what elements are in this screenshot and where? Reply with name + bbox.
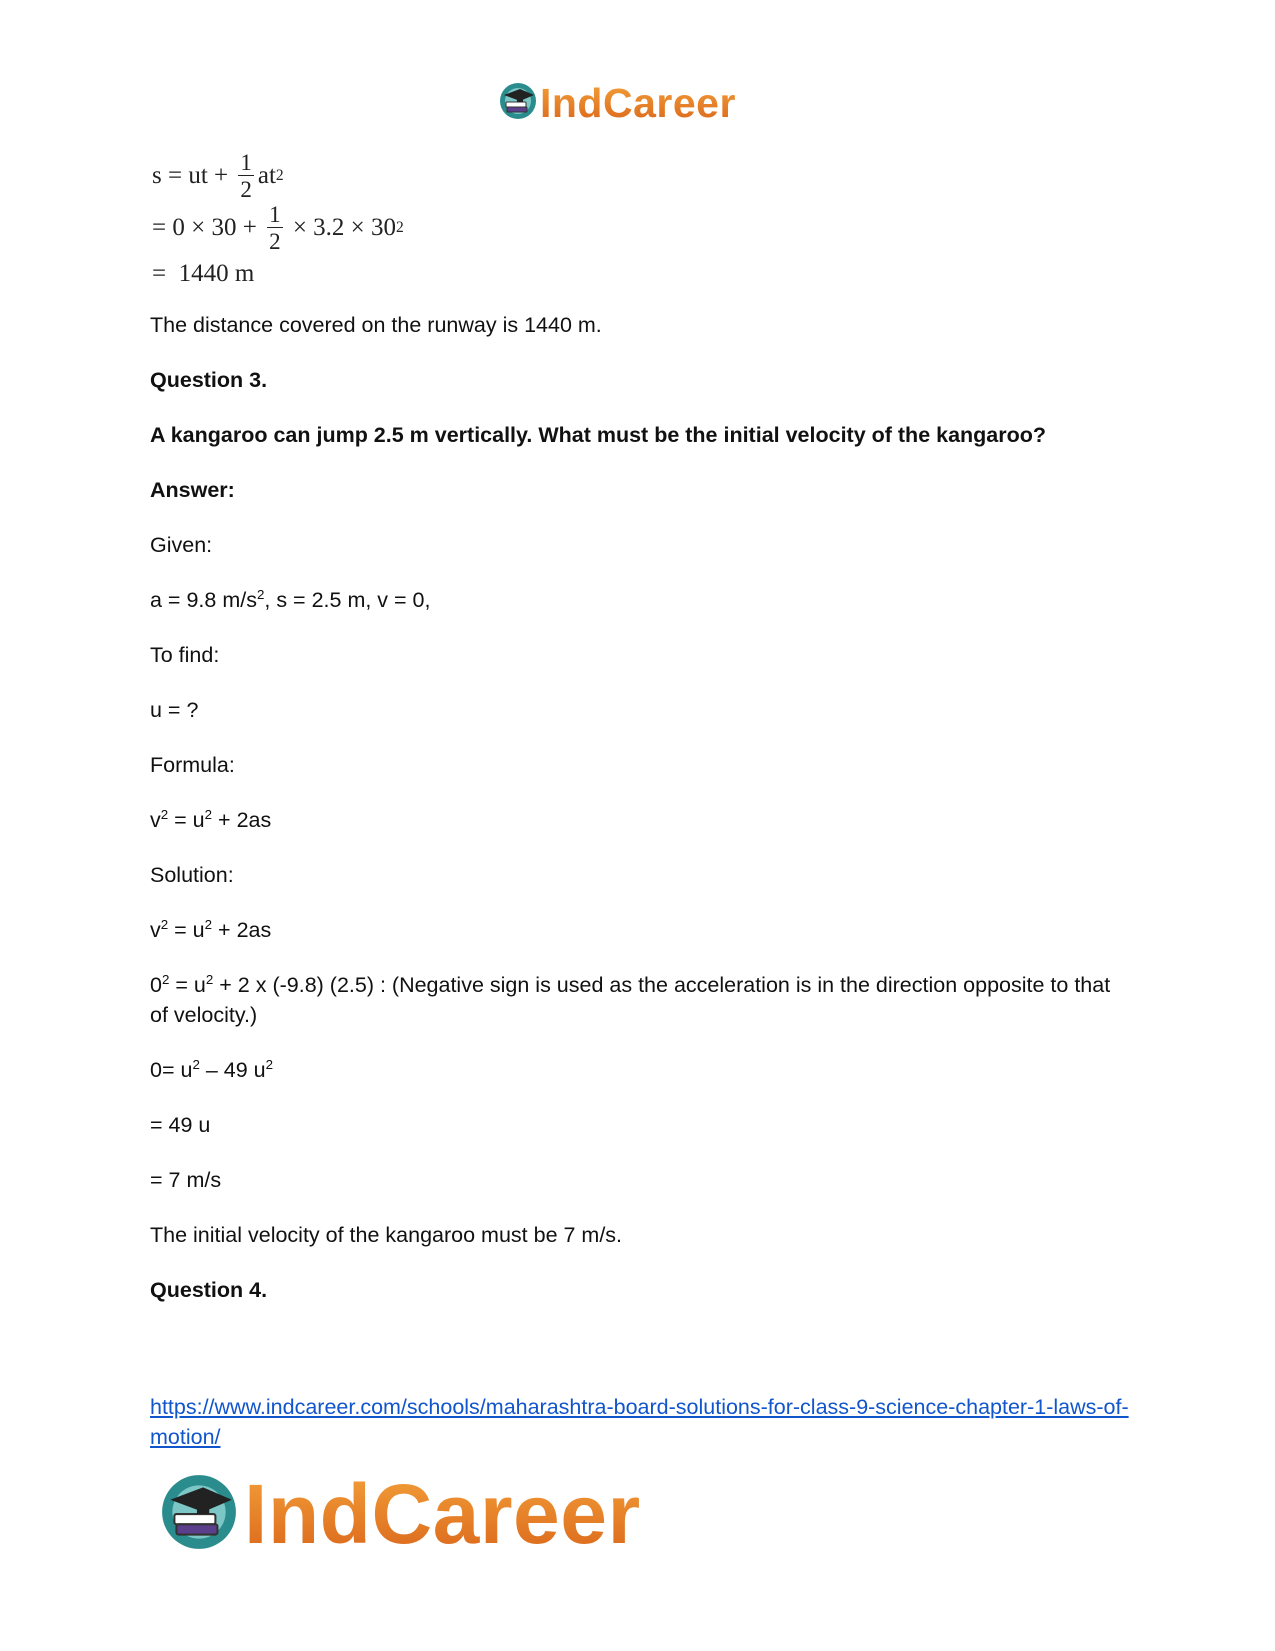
graduation-cap-books-icon [158,1471,240,1558]
formula-equation [150,805,1125,835]
formula-text: 0 [150,973,162,997]
fraction [267,203,283,253]
exponent: 2 [265,1056,274,1072]
formula-text: v [150,918,161,942]
exponent: 2 [160,806,169,822]
logo-wordmark: IndCareer [540,79,736,126]
fraction-denominator: 2 [240,177,252,202]
distance-statement: The distance covered on the runway is 1440 m. [150,313,602,337]
exponent: 2 [204,916,213,932]
formula-text: at [257,162,276,189]
formula-result: = 1440 m [152,260,255,287]
formula-text: v [150,808,161,832]
exponent: 2 [160,916,169,932]
formula-text: + 2as [212,918,272,942]
header-logo [498,78,736,128]
formula-text: s = ut + [152,162,235,189]
footer-logo [158,1464,641,1564]
formula-text: = u [168,808,205,832]
formula-text: × 3.2 × 30 [286,214,397,241]
formula-text: – 49 u [199,1058,266,1082]
formula-text: = u [168,918,205,942]
exponent: 2 [161,971,170,987]
exponent: 2 [192,1056,200,1072]
question-3-text: A kangaroo can jump 2.5 m vertically. What must be the initial velocity of the kangaroo? [150,423,1047,447]
given-acceleration: a = 9.8 m/s [150,588,257,612]
conclusion: The initial velocity of the kangaroo must be 7 m/s. [150,1223,623,1247]
fraction [238,151,254,201]
source-link[interactable]: https://www.indcareer.com/schools/maharashtra-board-solutions-for-class-9-science-chapter-1-laws-of-motion/ [150,1395,1129,1449]
formula-text: + 2 x (-9.8) (2.5) : (Negative sign is used as the acceleration is in the direction opposite to that of velocity.) [150,973,1111,1027]
document-body [150,310,1125,1330]
fraction-denominator: 2 [269,229,281,254]
logo-wordmark: IndCareer [244,1466,641,1561]
question-3-label: Question 3. [150,368,268,392]
formula-line-2: = 0 × 30 + $\frac{1}{2}$ × 3.2 × 30 2 [152,202,404,254]
question-4-label: Question 4. [150,1278,268,1302]
formula-text: = u [169,973,206,997]
solution-label: Solution: [150,863,234,887]
fraction-numerator: 1 [269,202,281,227]
given-rest: , s = 2.5 m, v = 0, [264,588,431,612]
graduation-cap-books-icon [498,81,538,126]
solution-step-5: = 7 m/s [150,1168,222,1192]
to-find-label: To find: [150,643,220,667]
formula-text: + 2as [212,808,272,832]
source-link-block [150,1392,1130,1452]
solution-step-3 [150,1055,1125,1085]
kinematics-formula [152,150,404,294]
solution-step-4: = 49 u [150,1113,211,1137]
formula-text: = 0 × 30 + [152,214,264,241]
solution-step-2 [150,970,1125,1030]
formula-line-3 [152,254,404,294]
to-find-value: u = ? [150,698,199,722]
answer-label: Answer: [150,478,235,502]
fraction-numerator: 1 [240,150,252,175]
formula-text: 0= u [150,1058,193,1082]
exponent: 2 [204,806,213,822]
given-values [150,585,1125,615]
formula-label: Formula: [150,753,235,777]
exponent: 2 [256,586,265,602]
formula-line-1: s = ut + $\frac{1}{2}$ at 2 [152,150,284,202]
solution-step-1 [150,915,1125,945]
given-label: Given: [150,533,213,557]
exponent: 2 [205,971,214,987]
